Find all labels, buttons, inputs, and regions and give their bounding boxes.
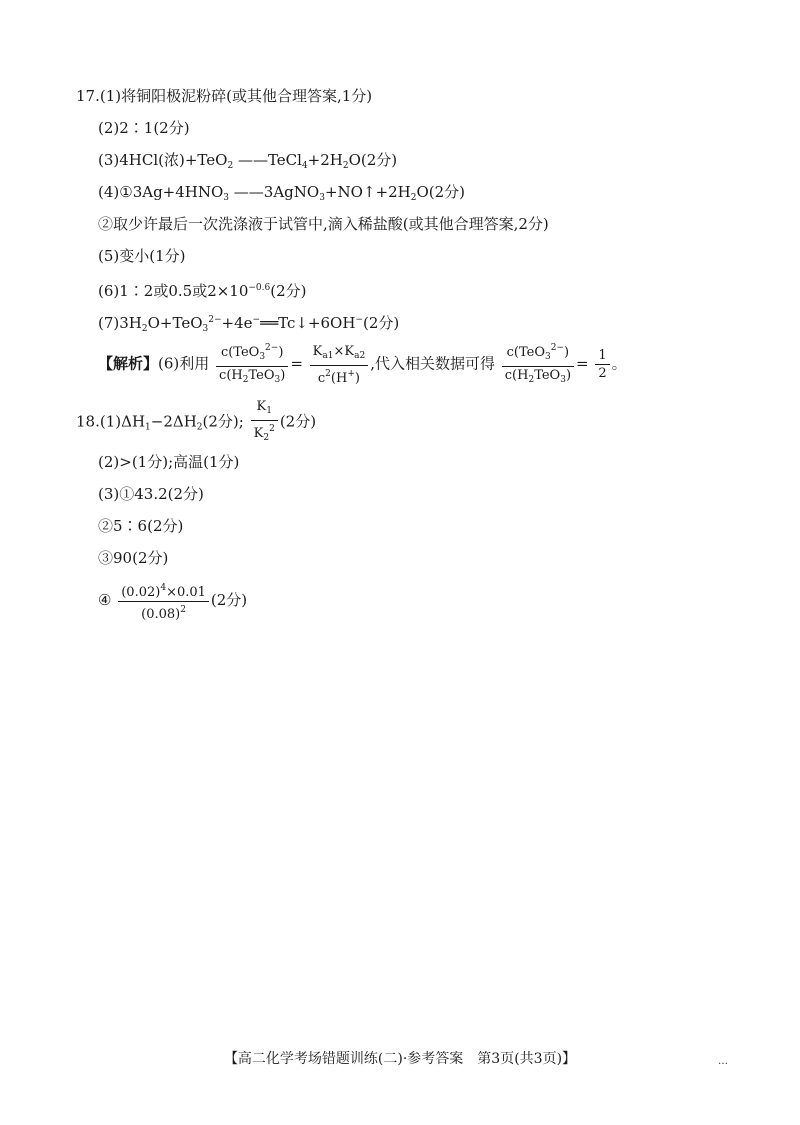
page-footer: 【高二化学考场错题训练(二)·参考答案 第3页(共3页)】	[223, 1051, 577, 1067]
fraction-teo3-over-h2teo3: $\frac{c(TeO_3^{2-})}{c(H_2TeO_3)}$	[216, 340, 288, 389]
q17-part7: $(7)3H_2O+TeO_3^{2-}+4e^-══Tc↓+6OH^-(2$分)	[98, 314, 400, 334]
q17-number: 17.	[76, 87, 100, 105]
fraction-equilibrium-constant: $\frac{(0.02)^4\times 0.01}{(0.08)^2}$	[118, 580, 209, 623]
fraction-ka-over-h: $\frac{K_{a1}\times K_{a2}}{c^2(H^+)}$	[310, 343, 369, 387]
q18-part3-1: (3)①43.2(2分)	[98, 485, 204, 503]
q17-part6: (6)1∶2或0.5或$2\times 10^{-0.6}(2$分)	[98, 282, 307, 300]
fraction-teo3-over-h2teo3-repeat: $\frac{c(TeO_3^{2-})}{c(H_2TeO_3)}$	[502, 340, 574, 389]
q18-part3-4: ④ $\frac{(0.02)^4\times 0.01}{(0.08)^2}$ (2分)	[98, 578, 247, 623]
q17-part4-2: ②取少许最后一次洗涤液于试管中,滴入稀盐酸(或其他合理答案,2分)	[98, 215, 549, 233]
q18-part1: $18.(1)\Delta H_1-2\Delta H_2(2$分); $\frac{K_1}{K_2^2}$ (2分)	[76, 398, 316, 450]
corner-mark: …	[718, 1056, 728, 1067]
q17-part1: 17.(1)将铜阳极泥粉碎(或其他合理答案,1分)	[76, 87, 373, 105]
fraction-k1-over-k2squared: $\frac{K_1}{K_2^2}$	[251, 398, 278, 447]
q18-part3-2: ②5∶6(2分)	[98, 517, 184, 535]
fraction-one-half: $\frac{1}{2}$	[595, 347, 609, 382]
q17-part4-1: $(4)①3Ag+4HNO_3$ $——3AgNO_3+NO↑+2H_2O(2$分)	[98, 183, 465, 203]
q18-number: 18.	[76, 412, 100, 431]
q18-part3-3: ③90(2分)	[98, 549, 169, 567]
q17-analysis: 【解析】(6)利用 $\frac{c(TeO_3^{2-})}{c(H_2TeO_3)}$ = $\frac{K_{a1}\times K_{a2}}{c^2(H^+)}$ ,代入相关数据可得 $\frac{c(TeO_3^{2-})}{c(H_2TeO_3)}$ = $\frac{1}{2}$ 。	[98, 340, 627, 389]
analysis-label: 【解析】	[98, 354, 159, 373]
q18-part2: (2)>(1分);高温(1分)	[98, 453, 240, 471]
q17-part3: (3)4HCl(浓)+TeO$_2$ $——TeCl_4+2H_2O(2$分)	[98, 151, 398, 171]
q17-part2: (2)2∶1(2分)	[98, 119, 190, 137]
q17-part5: (5)变小(1分)	[98, 247, 186, 265]
